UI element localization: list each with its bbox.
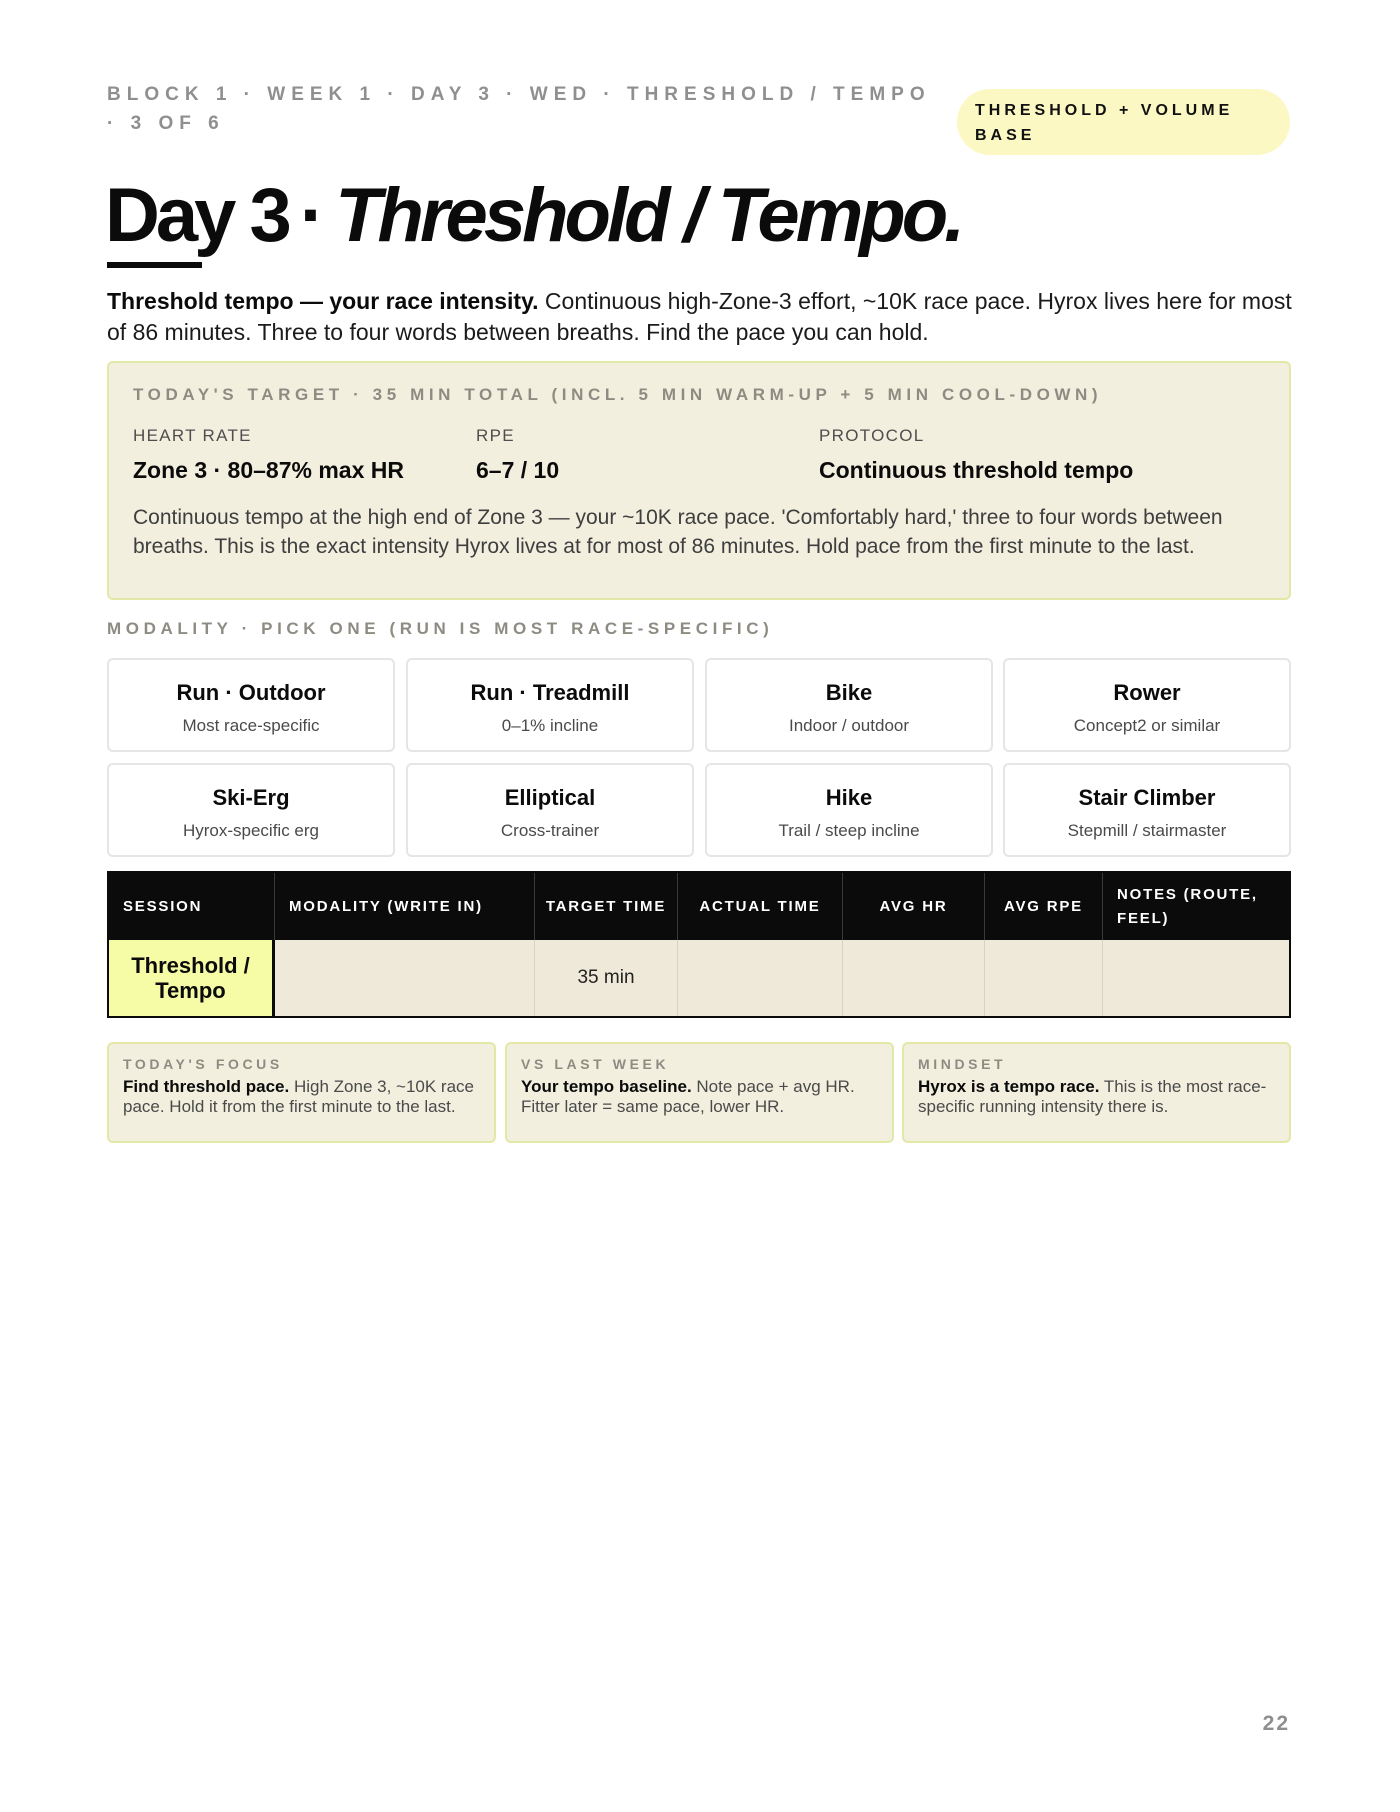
modality-title: Rower <box>1113 680 1181 705</box>
column-header-session: SESSION <box>109 873 275 940</box>
modality-option-rower[interactable] <box>1003 658 1291 752</box>
title-underline <box>107 262 202 268</box>
modality-subtitle: Hyrox-specific erg <box>182 821 320 840</box>
actual-time-input-cell[interactable] <box>678 940 843 1016</box>
mindset-card <box>902 1042 1291 1143</box>
intro-lead: Threshold tempo — your race intensity. <box>107 288 539 314</box>
focus-body: High Zone 3, ~10K race pace. Hold it from the first minute to the last. <box>123 1077 475 1116</box>
vs-last-week-card <box>505 1042 894 1143</box>
vs-last-week-text <box>521 1077 881 1117</box>
mindset-heading: MINDSET <box>918 1056 1007 1072</box>
modality-option-run-treadmill[interactable] <box>406 658 694 752</box>
modality-option-hike[interactable] <box>705 763 993 857</box>
modality-subtitle: Trail / steep incline <box>778 821 920 840</box>
protocol-label: PROTOCOL <box>819 426 925 445</box>
todays-focus-card <box>107 1042 496 1143</box>
title-separator: · <box>299 173 322 258</box>
modality-subtitle: Indoor / outdoor <box>788 716 910 735</box>
modality-input-cell[interactable] <box>275 940 535 1016</box>
target-time-cell: 35 min <box>535 940 678 1016</box>
intro-paragraph <box>107 286 1307 348</box>
modality-title: Stair Climber <box>1078 785 1216 810</box>
title-day: Day 3 <box>105 173 288 258</box>
modality-option-run-outdoor[interactable] <box>107 658 395 752</box>
avg-hr-input-cell[interactable] <box>843 940 985 1016</box>
heart-rate-label: HEART RATE <box>133 426 252 445</box>
modality-title: Bike <box>825 680 873 705</box>
page-number: 22 <box>1262 1712 1290 1735</box>
modality-option-stair-climber[interactable] <box>1003 763 1291 857</box>
modality-option-bike[interactable] <box>705 658 993 752</box>
todays-target-card <box>107 361 1291 600</box>
table-header-row <box>109 873 1289 940</box>
breadcrumb: BLOCK 1 · WEEK 1 · DAY 3 · WED · THRESHOLD / TEMPO · 3 OF 6 <box>107 84 931 134</box>
column-header-modality: MODALITY (WRITE IN) <box>275 873 535 940</box>
vs-last-week-body: Note pace + avg HR. Fitter later = same pace, lower HR. <box>521 1077 855 1116</box>
modality-subtitle: Cross-trainer <box>500 821 600 840</box>
column-header-notes: NOTES (ROUTE, FEEL) <box>1117 885 1258 927</box>
avg-rpe-input-cell[interactable] <box>985 940 1103 1016</box>
rpe-label: RPE <box>476 426 515 445</box>
focus-heading: TODAY'S FOCUS <box>123 1056 283 1072</box>
modality-heading: MODALITY · PICK ONE (RUN IS MOST RACE-SPECIFIC) <box>107 619 774 638</box>
focus-text <box>123 1077 483 1117</box>
modality-option-elliptical[interactable] <box>406 763 694 857</box>
vs-last-week-heading: VS LAST WEEK <box>521 1056 670 1072</box>
target-description: Continuous tempo at the high end of Zone 3 — your ~10K race pace. 'Comfortably hard,' three to four words between breaths. This is the exact intensity Hyrox lives at for most of 86 minutes. Hold pace from the first minute to the last. <box>133 506 1223 558</box>
modality-title: Ski-Erg <box>212 785 290 810</box>
notes-input-cell[interactable] <box>1103 940 1289 1016</box>
page-title <box>105 168 961 264</box>
modality-subtitle: Concept2 or similar <box>1073 716 1221 735</box>
modality-option-ski-erg[interactable] <box>107 763 395 857</box>
mindset-body: This is the most race-specific running intensity there is. <box>918 1077 1267 1116</box>
modality-title: Run · Treadmill <box>470 680 630 705</box>
mindset-text <box>918 1077 1278 1117</box>
intro-body: Continuous high-Zone-3 effort, ~10K race pace. Hyrox lives here for most of 86 minutes. Three to four words between breaths. Find the pace you can hold. <box>107 288 1292 345</box>
vs-last-week-lead: Your tempo baseline. <box>521 1077 692 1096</box>
column-header-avg-rpe: AVG RPE <box>985 873 1103 940</box>
modality-title: Run · Outdoor <box>176 680 326 705</box>
session-log-table <box>107 871 1291 1018</box>
modality-subtitle: 0–1% incline <box>501 716 599 735</box>
mindset-lead: Hyrox is a tempo race. <box>918 1077 1100 1096</box>
title-session: Threshold / Tempo. <box>335 173 962 258</box>
modality-title: Hike <box>825 785 873 810</box>
focus-lead: Find threshold pace. <box>123 1077 290 1096</box>
target-heading: TODAY'S TARGET · 35 MIN TOTAL (INCL. 5 MIN WARM-UP + 5 MIN COOL-DOWN) <box>133 385 1103 404</box>
column-header-target-time: TARGET TIME <box>535 873 678 940</box>
column-header-actual-time: ACTUAL TIME <box>678 873 843 940</box>
modality-subtitle: Stepmill / stairmaster <box>1067 821 1227 840</box>
modality-subtitle: Most race-specific <box>182 716 320 735</box>
modality-title: Elliptical <box>504 785 596 810</box>
session-cell: Threshold / Tempo <box>109 940 275 1016</box>
phase-badge: THRESHOLD + VOLUME BASE <box>957 89 1290 155</box>
rpe-value: 6–7 / 10 <box>476 457 560 483</box>
heart-rate-value: Zone 3 · 80–87% max HR <box>133 457 405 483</box>
column-header-avg-hr: AVG HR <box>843 873 985 940</box>
protocol-value: Continuous threshold tempo <box>819 457 1134 483</box>
